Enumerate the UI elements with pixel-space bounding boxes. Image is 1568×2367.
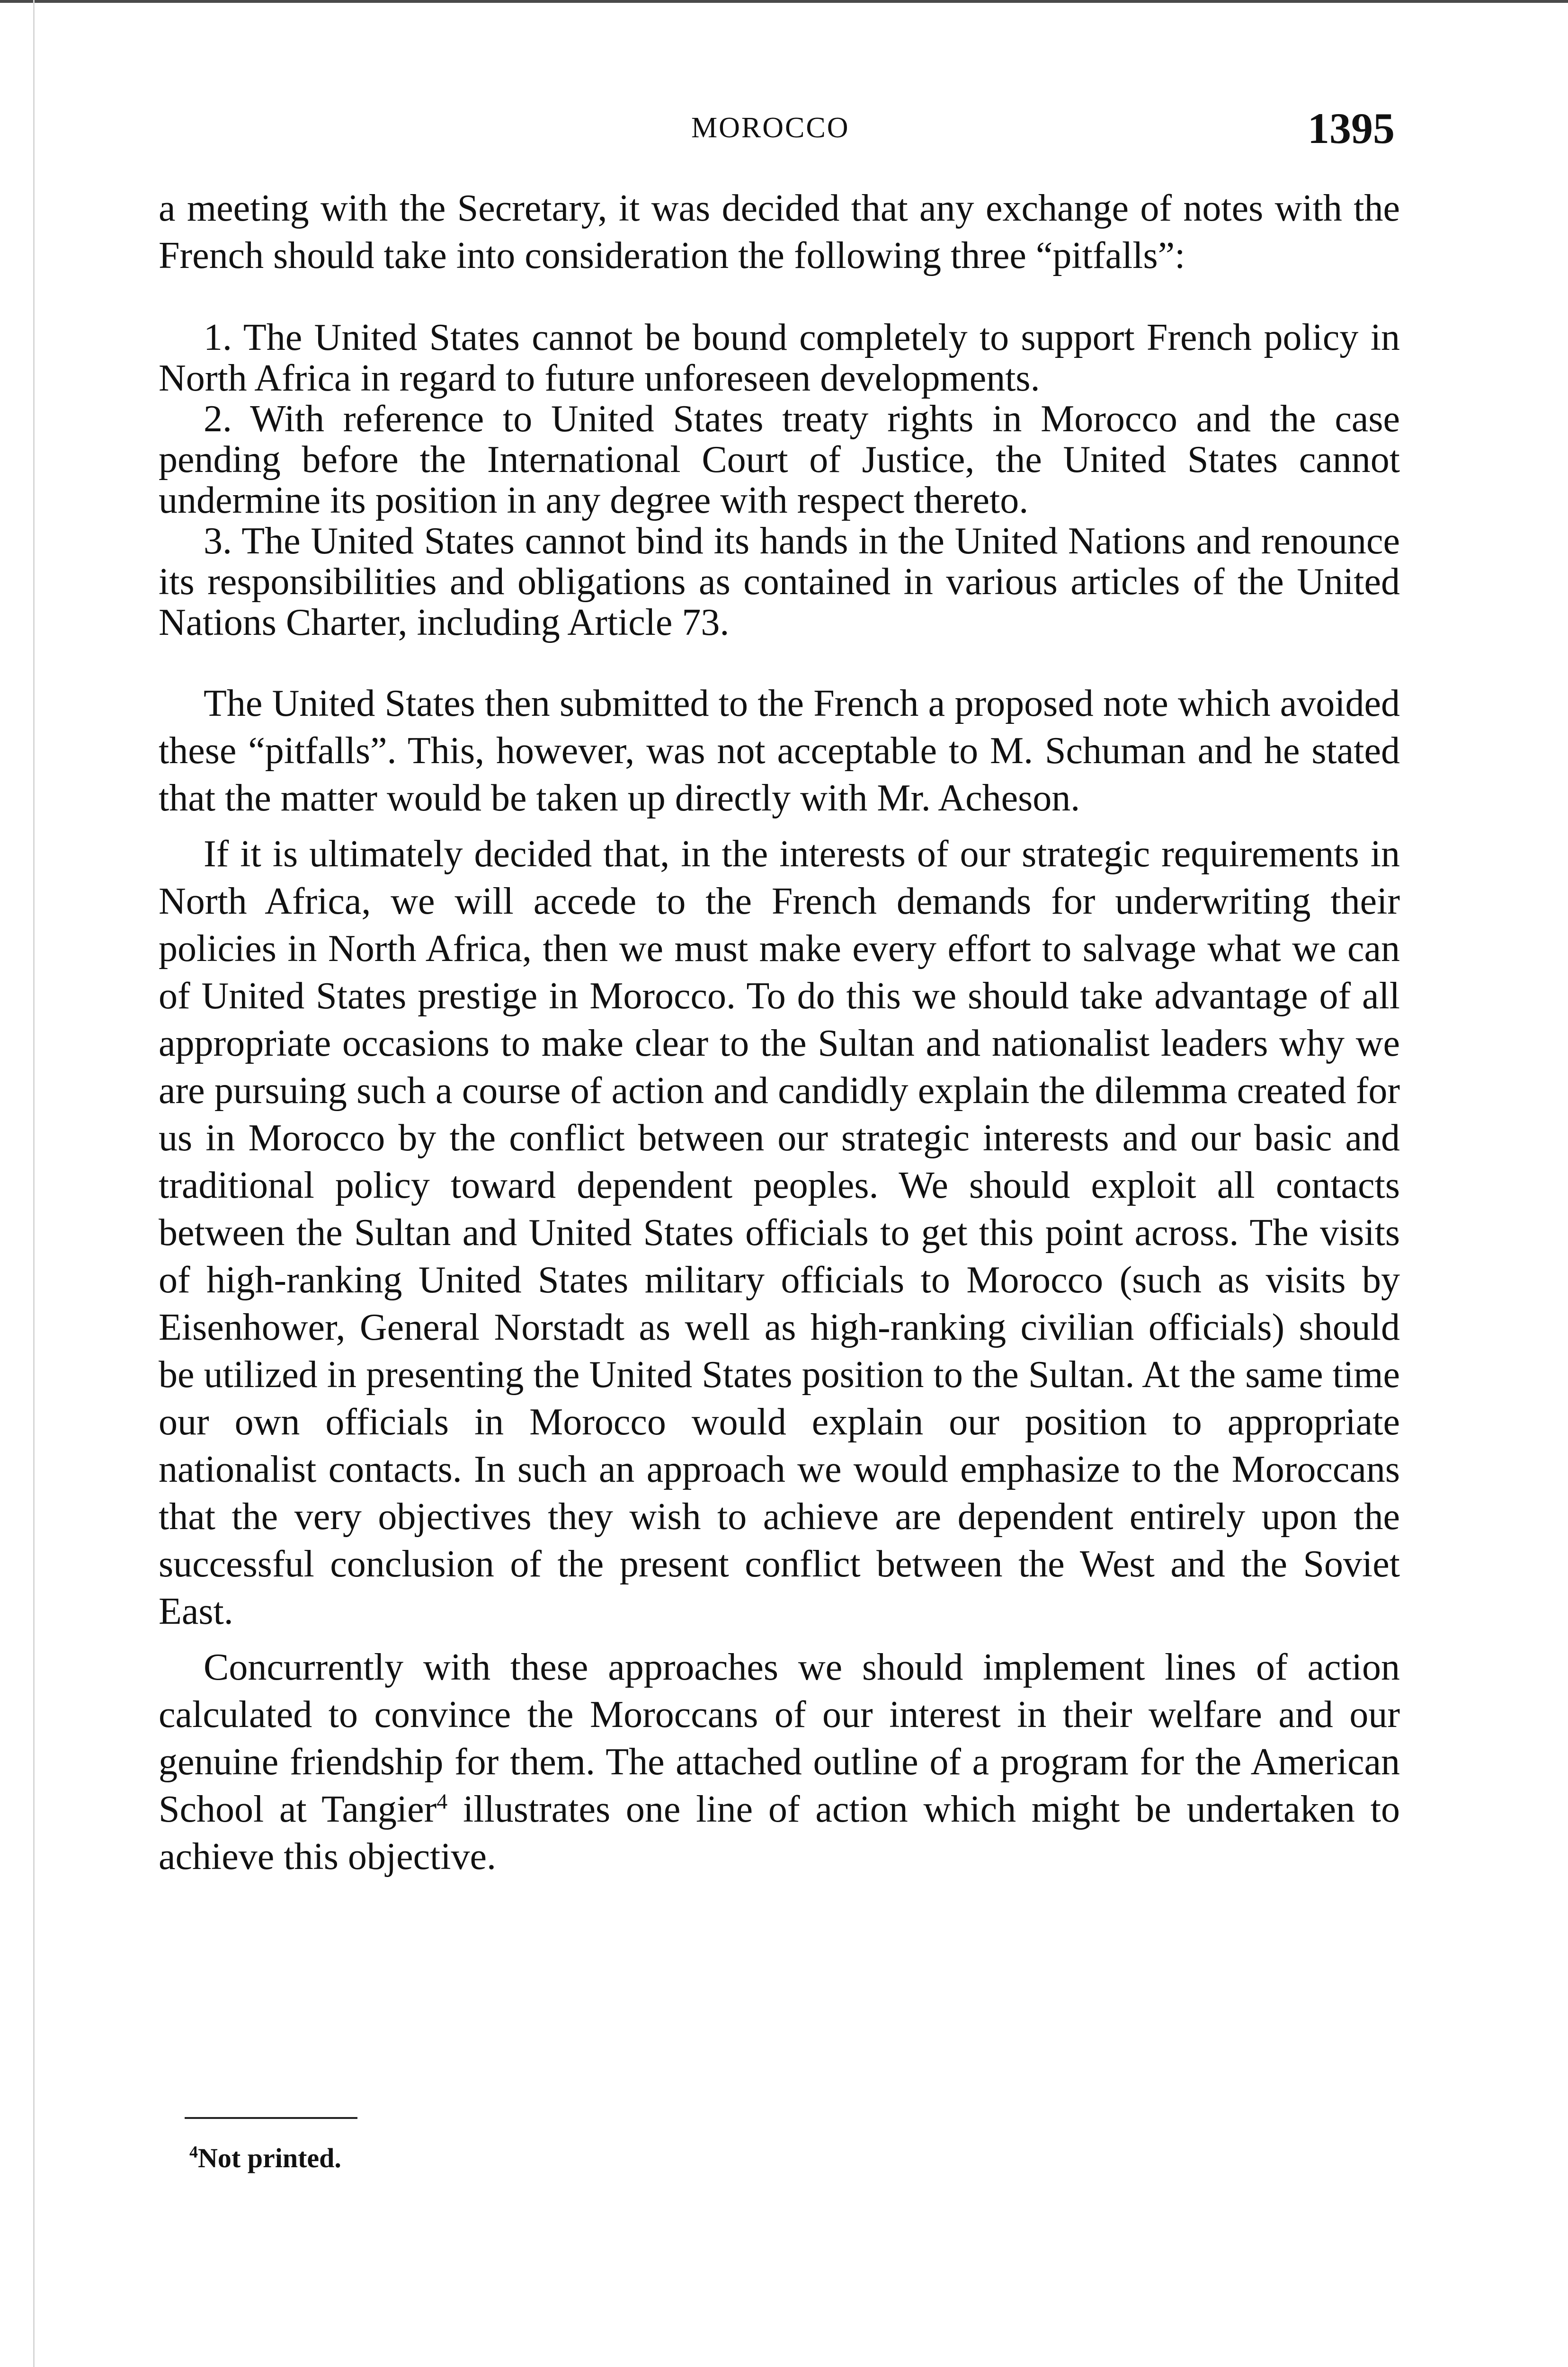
footnote (189, 2142, 341, 2174)
paragraph: The United States then submitted to the French a proposed note which avoided these “pitfalls”. This, however, was not acceptable to M. Schuman and he stated that the matter would be taken up directly with Mr. Acheson. (159, 683, 1400, 819)
intro-paragraph: a meeting with the Secretary, it was decided that any exchange of notes with the French should take into consideration the following three “pitfalls”: (159, 187, 1400, 276)
footnote-rule (185, 2117, 357, 2119)
footnote-reference: 4 (437, 1789, 448, 1814)
top-edge-rule (0, 0, 1568, 3)
paragraph-text: illustrates one line of action which might be undertaken to achieve this objective. (159, 1789, 1400, 1878)
pitfalls-list (159, 317, 1400, 643)
list-item: 3. The United States cannot bind its hands in the United Nations and renounce its responsibilities and obligations as contained in various articles of the United Nations Charter, including Article 73. (159, 520, 1400, 643)
footnote-marker: 4 (189, 2142, 198, 2162)
binding-edge-line (33, 0, 35, 2367)
running-title: MOROCCO (691, 112, 850, 144)
footnote-text: Not printed. (198, 2143, 341, 2173)
list-item: 2. With reference to United States treaty rights in Morocco and the case pending before the International Court of Justice, the United States cannot undermine its position in any degree with respect thereto. (159, 398, 1400, 521)
body-text (159, 185, 1400, 1880)
paragraph: If it is ultimately decided that, in the interests of our strategic requirements in North Africa, we will accede to the French demands for underwriting their policies in North Africa, then we must make every effort to salvage what we can of United States prestige in Morocco. To do this we should take advantage of all appropriate occasions to make clear to the Sultan and nationalist leaders why we are pursuing such a course of action and candidly explain the dilemma created for us in Morocco by the conflict between our strategic interests and our basic and traditional policy toward dependent peoples. We should exploit all contacts between the Sultan and United States officials to get this point across. The visits of high-ranking United States military officials to Morocco (such as visits by Eisenhower, General Norstadt as well as high-ranking civilian officials) should be utilized in presenting the United States position to the Sultan. At the same time our own officials in Morocco would explain our position to appropriate nationalist contacts. In such an approach we would emphasize to the Moroccans that the very objectives they wish to achieve are dependent entirely upon the successful conclusion of the present conflict between the West and the Soviet East. (159, 833, 1400, 1632)
paragraph (159, 1644, 1400, 1880)
paragraph-text: Concurrently with these approaches we should implement lines of action calculated to convince the Moroccans of our interest in their welfare and our genuine friendship for them. The attached outline of a program for the American School at Tangier (159, 1646, 1400, 1830)
page-number: 1395 (1308, 104, 1395, 152)
list-item: 1. The United States cannot be bound completely to support French policy in North Africa in regard to future unforeseen developments. (159, 317, 1400, 399)
